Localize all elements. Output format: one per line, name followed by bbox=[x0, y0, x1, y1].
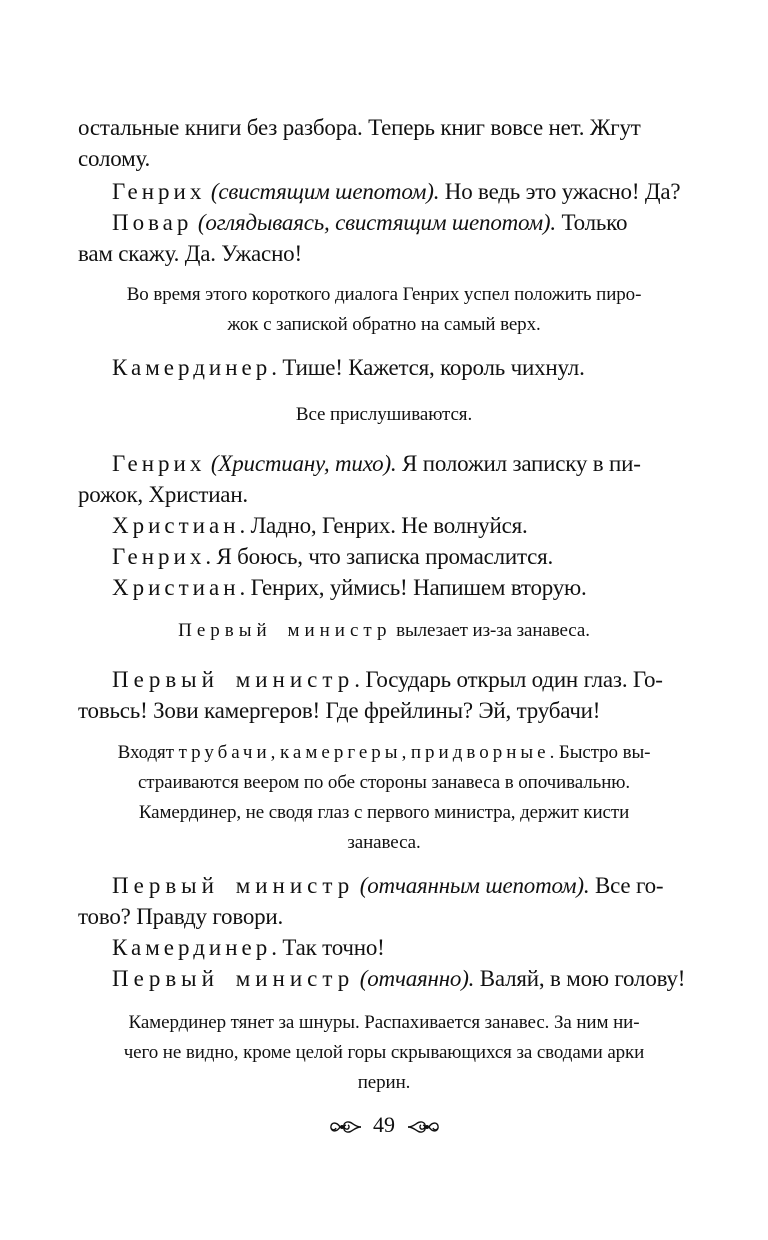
ornament-left-icon bbox=[328, 1116, 362, 1138]
ornament-right-icon bbox=[407, 1116, 441, 1138]
speaker-name: Первый министр bbox=[112, 667, 355, 692]
dialog-line bbox=[78, 870, 690, 901]
stage-text: , bbox=[401, 742, 411, 763]
stage-text: . Быстро вы- bbox=[549, 742, 651, 763]
speech: Только bbox=[555, 210, 628, 235]
text-block-3 bbox=[78, 448, 690, 603]
text-line bbox=[78, 238, 690, 269]
text-line bbox=[78, 112, 690, 143]
stage-text: занавеса. bbox=[347, 832, 421, 853]
speech: вам скажу. Да. Ужасно! bbox=[78, 241, 302, 266]
text-block-4 bbox=[78, 664, 690, 726]
speaker-name: Генрих bbox=[112, 451, 206, 476]
speech: . Государь открыл один глаз. Го- bbox=[354, 667, 663, 692]
character-name: трубачи bbox=[178, 742, 271, 763]
speech: . Я боюсь, что записка промаслится. bbox=[205, 544, 554, 569]
speech: . Генрих, уймись! Напишем вторую. bbox=[239, 575, 587, 600]
stage-line bbox=[78, 280, 690, 310]
text-block-1 bbox=[78, 112, 690, 269]
stage-direction: (свистящим шепотом). bbox=[205, 179, 440, 204]
speaker-name: Камердинер bbox=[112, 355, 272, 380]
character-name: придворные bbox=[410, 742, 550, 763]
stage-line bbox=[78, 1038, 690, 1068]
speech: Валяй, в мою голову! bbox=[474, 966, 686, 991]
stage-direction: (отчаянным шепотом). bbox=[354, 873, 590, 898]
speech: Я положил записку в пи- bbox=[396, 451, 641, 476]
speaker-name: Повар bbox=[112, 210, 193, 235]
stage-text: Во время этого короткого диалога Генрих успел положить пиро- bbox=[126, 284, 642, 305]
stage-line bbox=[78, 1068, 690, 1098]
speaker-name: Генрих bbox=[112, 544, 206, 569]
stage-direction: (отчаянно). bbox=[354, 966, 475, 991]
stage-note-4 bbox=[78, 738, 690, 858]
dialog-line bbox=[78, 448, 690, 479]
speaker-name: Первый министр bbox=[112, 873, 355, 898]
stage-text: страиваются веером по обе стороны занавеса в опочивальню. bbox=[137, 772, 631, 793]
speech: Но ведь это ужасно! Да? bbox=[439, 179, 681, 204]
speech: рожок, Христиан. bbox=[78, 482, 248, 507]
speaker-name: Первый министр bbox=[178, 620, 392, 641]
stage-line bbox=[78, 738, 690, 768]
stage-text: Входят bbox=[117, 742, 179, 763]
speaker-name: Христиан bbox=[112, 575, 240, 600]
stage-text: Все прислушиваются. bbox=[295, 404, 473, 425]
speaker-name: Камердинер bbox=[112, 935, 272, 960]
dialog-line bbox=[78, 932, 690, 963]
dialog-line bbox=[78, 572, 690, 603]
stage-text: вылезает из-за занавеса. bbox=[391, 620, 590, 641]
dialog-line bbox=[78, 541, 690, 572]
stage-note-5 bbox=[78, 1008, 690, 1098]
dialog-line bbox=[78, 963, 690, 994]
text-span: остальные книги без разбора. Теперь книг вовсе нет. Жгут bbox=[78, 115, 641, 140]
stage-text: жок с запиской обратно на самый верх. bbox=[227, 314, 541, 335]
speech: . Ладно, Генрих. Не волнуйся. bbox=[239, 513, 528, 538]
stage-line bbox=[78, 768, 690, 798]
stage-text: Камердинер, не сводя глаз с первого министра, держит кисти bbox=[138, 802, 630, 823]
stage-direction: (оглядываясь, свистящим шепотом). bbox=[192, 210, 556, 235]
text-line bbox=[78, 901, 690, 932]
stage-note-2 bbox=[78, 400, 690, 430]
stage-line bbox=[78, 798, 690, 828]
speech: . Тише! Кажется, король чихнул. bbox=[271, 355, 585, 380]
dialog-line bbox=[78, 176, 690, 207]
stage-line bbox=[78, 400, 690, 430]
stage-note-1 bbox=[78, 280, 690, 340]
text-block-5 bbox=[78, 870, 690, 994]
stage-text: , bbox=[270, 742, 280, 763]
speech: тово? Правду говори. bbox=[78, 904, 284, 929]
stage-note-3 bbox=[78, 616, 690, 646]
page-footer bbox=[0, 1112, 768, 1138]
character-name: камергеры bbox=[279, 742, 402, 763]
dialog-line bbox=[78, 664, 690, 695]
page-number: 49 bbox=[373, 1112, 395, 1137]
speech: Все го- bbox=[589, 873, 664, 898]
speaker-name: Первый министр bbox=[112, 966, 355, 991]
speech: . Так точно! bbox=[271, 935, 385, 960]
stage-direction: (Христиану, тихо). bbox=[205, 451, 397, 476]
speaker-name: Христиан bbox=[112, 513, 240, 538]
text-block-2 bbox=[78, 352, 690, 383]
stage-line bbox=[78, 828, 690, 858]
speech: товьсь! Зови камергеров! Где фрейлины? Эй, трубачи! bbox=[78, 698, 601, 723]
text-line bbox=[78, 479, 690, 510]
dialog-line bbox=[78, 207, 690, 238]
stage-text: чего не видно, кроме целой горы скрывающихся за сводами арки bbox=[123, 1042, 645, 1063]
dialog-line bbox=[78, 510, 690, 541]
dialog-line bbox=[78, 352, 690, 383]
text-span: солому. bbox=[78, 146, 151, 171]
stage-line bbox=[78, 310, 690, 340]
text-line bbox=[78, 695, 690, 726]
stage-text: Камердинер тянет за шнуры. Распахивается занавес. За ним ни- bbox=[128, 1012, 640, 1033]
speaker-name: Генрих bbox=[112, 179, 206, 204]
stage-line bbox=[78, 616, 690, 646]
stage-text: перин. bbox=[357, 1072, 411, 1093]
stage-line bbox=[78, 1008, 690, 1038]
text-line bbox=[78, 143, 690, 174]
